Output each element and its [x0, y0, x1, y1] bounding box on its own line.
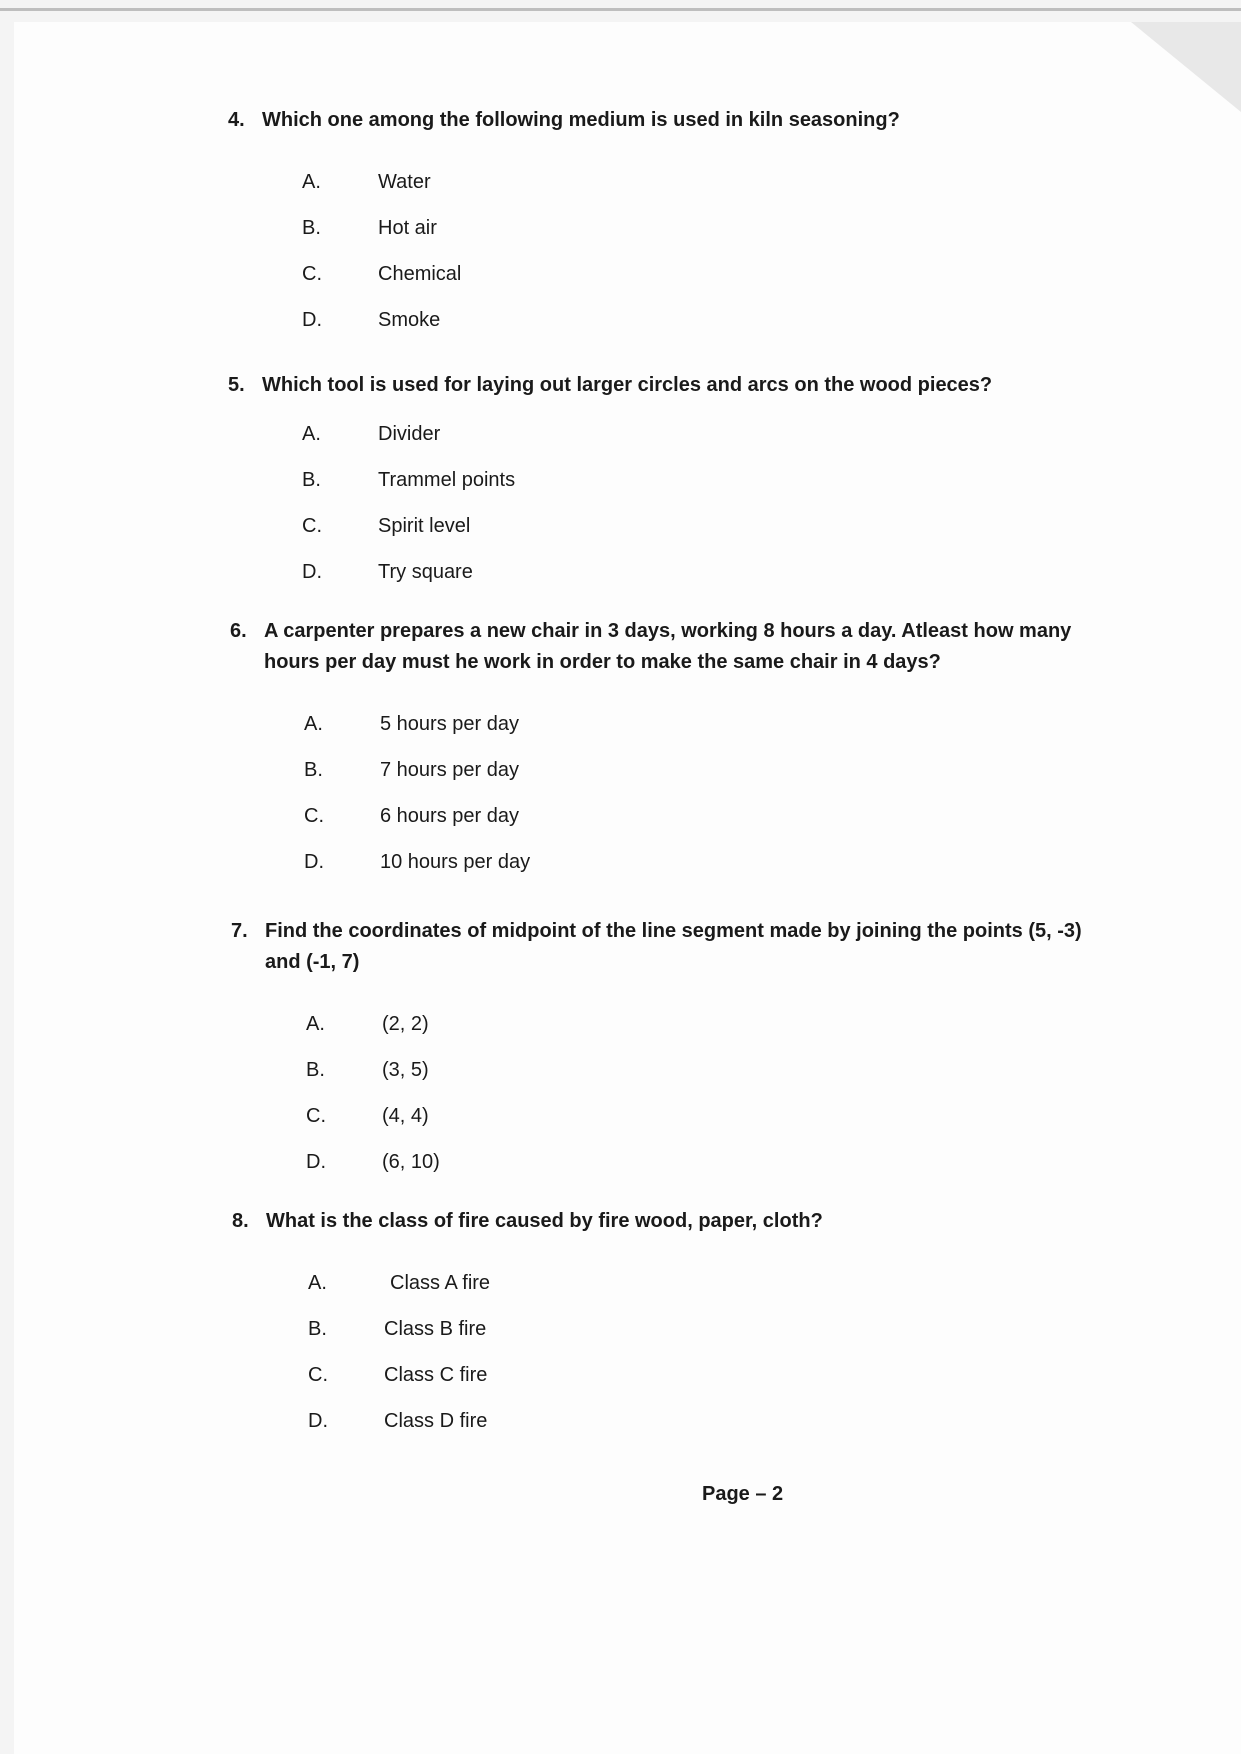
question-number: 4.	[228, 109, 245, 131]
question-text: Which one among the following medium is used in kiln seasoning?	[262, 109, 900, 131]
option-text: Water	[378, 171, 431, 193]
option-text: 5 hours per day	[380, 713, 519, 735]
option-letter: D.	[302, 561, 322, 583]
question-number: 6.	[230, 620, 247, 642]
scan-edge	[0, 8, 1241, 11]
option-text: (6, 10)	[382, 1151, 440, 1173]
option-text: Spirit level	[378, 515, 471, 537]
question-text: Which tool is used for laying out larger circles and arcs on the wood pieces?	[262, 374, 993, 396]
option-letter: B.	[306, 1059, 325, 1081]
option-letter: A.	[302, 423, 321, 445]
option-letter: B.	[302, 469, 321, 491]
option-text: (4, 4)	[382, 1105, 429, 1127]
option-text: Class C fire	[384, 1364, 488, 1386]
option-letter: A.	[304, 713, 323, 735]
option-text: 6 hours per day	[380, 805, 519, 827]
option-text: Trammel points	[378, 469, 516, 491]
option-letter: A.	[302, 171, 321, 193]
option-letter: B.	[308, 1318, 327, 1340]
option-letter: C.	[306, 1105, 326, 1127]
option-letter: D.	[304, 851, 324, 873]
option-letter: D.	[302, 309, 322, 331]
option-text: Chemical	[378, 263, 462, 285]
question-text-line2: hours per day must he work in order to make the same chair in 4 days?	[264, 651, 941, 673]
option-text: 10 hours per day	[380, 851, 531, 873]
question-text: A carpenter prepares a new chair in 3 days, working 8 hours a day. Atleast how many	[264, 620, 1072, 642]
question-text: What is the class of fire caused by fire wood, paper, cloth?	[266, 1210, 823, 1232]
option-letter: A.	[308, 1272, 327, 1294]
option-letter: A.	[306, 1013, 325, 1035]
option-letter: B.	[304, 759, 323, 781]
question-text-line2: and (-1, 7)	[265, 951, 360, 973]
option-text: Class A fire	[390, 1272, 491, 1294]
option-text: Hot air	[378, 217, 437, 239]
option-letter: C.	[304, 805, 324, 827]
folded-corner	[1131, 22, 1241, 112]
question-number: 8.	[232, 1210, 249, 1232]
option-letter: C.	[302, 263, 322, 285]
option-text: Smoke	[378, 309, 441, 331]
option-letter: D.	[308, 1410, 328, 1432]
option-text: (3, 5)	[382, 1059, 429, 1081]
option-text: Class D fire	[384, 1410, 488, 1432]
option-letter: C.	[302, 515, 322, 537]
option-letter: B.	[302, 217, 321, 239]
page-number: Page – 2	[702, 1483, 784, 1505]
option-text: Try square	[378, 561, 473, 583]
option-text: Class B fire	[384, 1318, 487, 1340]
option-letter: D.	[306, 1151, 326, 1173]
question-number: 5.	[228, 374, 245, 396]
exam-page	[14, 22, 1241, 1754]
option-text: Divider	[378, 423, 441, 445]
question-text: Find the coordinates of midpoint of the line segment made by joining the points (5, -3)	[265, 920, 1082, 942]
option-letter: C.	[308, 1364, 328, 1386]
question-number: 7.	[231, 920, 248, 942]
option-text: (2, 2)	[382, 1013, 429, 1035]
option-text: 7 hours per day	[380, 759, 519, 781]
